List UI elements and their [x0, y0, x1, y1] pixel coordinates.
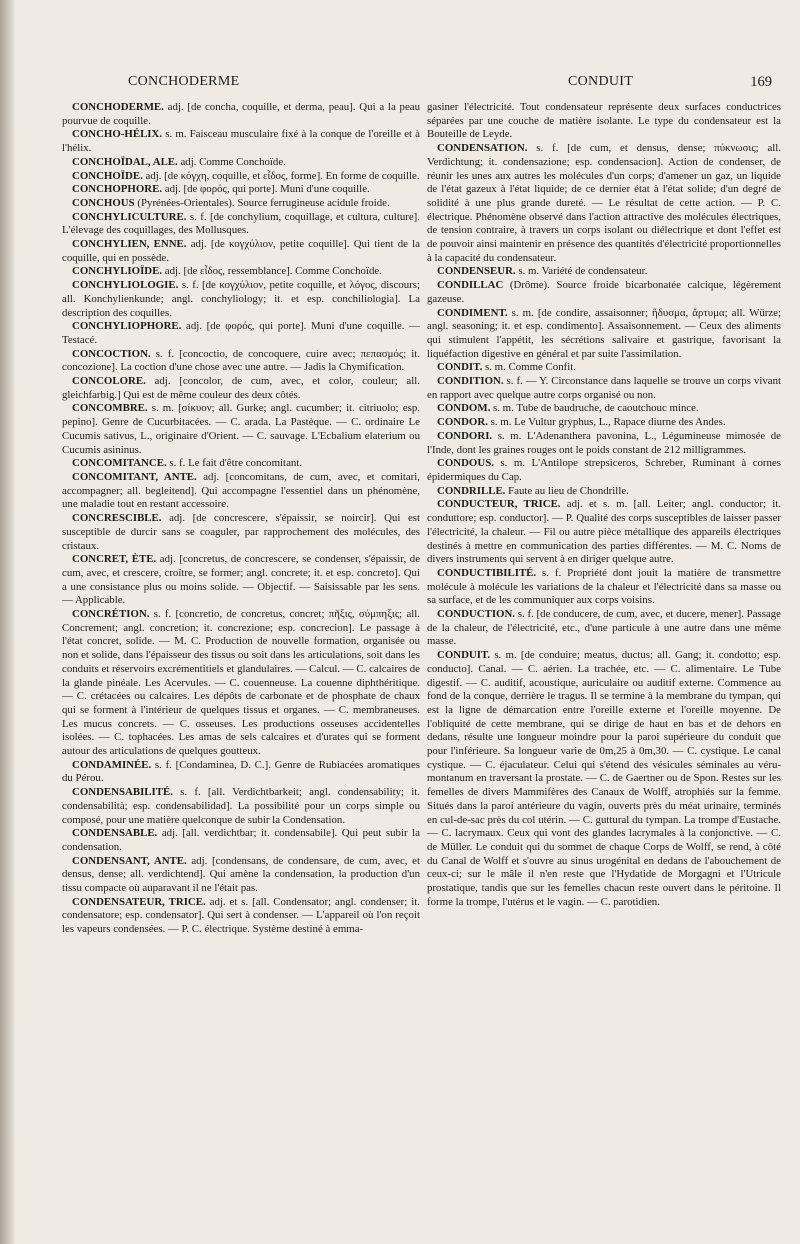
entry-headword: CONCRÉTION. — [72, 608, 150, 621]
dictionary-entry — [62, 471, 420, 512]
dictionary-entry — [62, 375, 420, 402]
entry-definition: (Drôme). Source froide bicarbonatée calcique, légèrement gazeuse. — [427, 279, 781, 305]
entry-headword: CONDILLAC — [437, 279, 504, 292]
entry-definition: s. m. Faisceau musculaire fixé à la conque de l'oreille et à l'hélix. — [62, 128, 420, 155]
dictionary-entry — [427, 457, 781, 484]
entry-definition: s. m. Tube de baudruche, de caoutchouc mince. — [490, 402, 699, 415]
dictionary-entry — [62, 786, 420, 827]
entry-headword: CONCOLORE. — [72, 375, 146, 388]
dictionary-entry — [62, 348, 420, 375]
dictionary-entry — [427, 101, 781, 142]
entry-definition: s. f. Propriété dont jouit la matière de transmettre molécule à molécule les variations de la chaleur et l'électricité dans sa masse ou sa surface, et de les communiquer aux corps voisins. — [427, 566, 781, 607]
dictionary-entry — [62, 197, 420, 211]
entry-headword: CONCRESCIBLE. — [72, 512, 162, 525]
dictionary-entry — [427, 608, 781, 649]
dictionary-entry — [62, 827, 420, 854]
entry-definition: s. f. [de conducere, de cum, avec, et ducere, mener]. Passage de la chaleur, de l'électricité, etc., d'une particule à une autre dans une même masse. — [427, 608, 781, 648]
page-number: 169 — [750, 74, 772, 90]
entry-definition: s. f. [de conchylium, coquillage, et cultura, culture]. L'élevage des coquillages, des Mollusques. — [62, 210, 420, 237]
entry-headword: CONCHYLICULTURE. — [72, 210, 187, 223]
dictionary-entry — [427, 567, 781, 608]
entry-headword: CONCHOÏDAL, ALE. — [72, 155, 178, 168]
dictionary-entry — [62, 553, 420, 608]
entry-headword: CONDUIT. — [437, 649, 491, 662]
entry-definition: s. f. [concretio, de concretus, concret; πῆξις, σύμπηξις; all. Concrement; angl. concretion; it. concrezione; esp. concrecion]. Le passage à l'état concret, solide. — M. C. Production de nouvelle formation, organisée ou non et solide, dans l'épaisseur des tissus ou soit dans les articulations, soit dans les conduits et réservoirs excrémentitiels et glandulaires. — Calcul. — C. calcaires de la glande pinéale. Les Acervules. — C. couenneuse. La couenne diphthéritique. — C. crétacées ou calcaires. Les dépôts de carbonate et de phosphate de chaux qui se forment à l'intérieur de quelques tissus et organes. — C. membraneuses. Les mucus concrets. — C. osseuses. Les productions osseuses accidentelles isolées. — C. tophacées. Les amas de sels calcaires et d'urates qui se forment autour des articulations de quelques goutteux. — [62, 608, 420, 758]
entry-headword: CONDENSEUR. — [437, 265, 516, 278]
dictionary-entry — [62, 211, 420, 238]
entry-headword: CONCHYLIOPHORE. — [72, 320, 182, 333]
entry-definition: adj. [concolor, de cum, avec, et color, couleur; all. gleichfarbig.] Qui est de même couleur des deux côtés. — [62, 375, 420, 401]
entry-headword: CONDAMINÉE. — [72, 758, 152, 771]
dictionary-entry — [427, 361, 781, 375]
dictionary-entry — [62, 183, 420, 197]
entry-headword: CONDENSABILITÉ. — [72, 786, 173, 799]
dictionary-entry — [62, 855, 420, 896]
entry-headword: CONDOR. — [437, 416, 488, 429]
dictionary-entry — [62, 608, 420, 759]
dictionary-entry — [427, 649, 781, 909]
dictionary-entry — [62, 279, 420, 320]
dictionary-entry — [62, 402, 420, 457]
entry-definition: adj. Comme Conchoïde. — [177, 155, 286, 168]
entry-headword: CONCOMITANCE. — [72, 457, 167, 470]
entry-headword: CONDOM. — [437, 402, 491, 415]
entry-definition: s. m. Comme Confit. — [482, 361, 576, 374]
dictionary-entry — [62, 457, 420, 471]
right-column — [427, 101, 781, 909]
dictionary-entry — [427, 307, 781, 362]
dictionary-entry — [427, 375, 781, 402]
dictionary-entry — [427, 279, 781, 306]
entry-headword: CONDOUS. — [437, 457, 494, 470]
entry-definition: s. f. [concoctio, de concoquere, cuire avec; πεπασμός; it. concozione]. La coction d'une chose avec une autre. — Jadis la Chymification. — [62, 347, 420, 374]
right-running-head: CONDUIT — [568, 74, 634, 89]
entry-headword: CONCHYLIEN, ENNE. — [72, 238, 187, 251]
entry-headword: CONDUCTEUR, TRICE. — [437, 498, 561, 511]
entry-definition: adj. [de κόγχη, coquille, et εἶδος, forme]. En forme de coquille. — [142, 169, 420, 182]
entry-headword: CONCHO-HÉLIX. — [72, 128, 163, 141]
entry-definition: s. f. [de κογχύλιον, petite coquille, et λόγος, discours; all. Konchylienkunde; angl. conchyliology; it. et esp. conchiliologia]. La description des coquilles. — [62, 279, 420, 319]
entry-definition: adj. [de concrescere, s'épaissir, se noircir]. Qui est susceptible de durcir sans se coaguler, par rapprochement des molécules, des cristaux. — [62, 512, 420, 552]
entry-definition: adj. [concretus, de concrescere, se condenser, s'épaissir, de cum, avec, et crescere, croître, se former; angl. concrete; it. et esp. concreto]. Qui a une consistance plus ou moins solide. — Objectif. — Saisissable par les sens. — Applicable. — [62, 553, 421, 607]
entry-definition: adj. [de κογχύλιον, petite coquille]. Qui tient de la coquille, qui en possède. — [62, 238, 420, 264]
entry-definition: s. f. [Condaminea, D. C.]. Genre de Rubiacées aromatiques du Pérou. — [62, 758, 420, 785]
entry-definition: s. m. [de condire, assaisonner; ἥδυσμα, ἄρτυμα; all. Würze; angl. seasoning; it. et esp. condimento]. Assaisonnement. — Ceux des aliments qui stimulent l'appétit, les sécrétions salivaire et gastrique, favorisant la liquéfaction digestive en général et par suite l'assimilation. — [427, 306, 781, 360]
entry-definition: adj. [de φορός, qui porte]. Muni d'une coquille. — Testacé. — [62, 320, 420, 346]
entry-headword: CONCHOÏDE. — [72, 169, 143, 182]
entry-headword: CONCHYLIOLOGIE. — [72, 279, 179, 292]
running-header — [40, 74, 772, 94]
dictionary-entry — [62, 320, 420, 347]
left-running-head: CONCHODERME — [128, 74, 240, 89]
dictionary-entry — [62, 265, 420, 279]
dictionary-entry — [427, 142, 781, 265]
entry-definition: s. m. Variété de condensateur. — [515, 265, 648, 278]
entry-definition: adj. [de εἶδος, ressemblance]. Comme Conchoïde. — [162, 265, 382, 278]
dictionary-entry — [427, 498, 781, 567]
entry-headword: CONDENSABLE. — [72, 827, 158, 840]
entry-headword: CONDENSATION. — [437, 142, 528, 155]
dictionary-entry — [62, 238, 420, 265]
dictionary-entry — [427, 402, 781, 416]
dictionary-entry — [427, 265, 781, 279]
entry-headword: CONCRET, ÈTE. — [72, 553, 157, 566]
dictionary-entry — [427, 416, 781, 430]
entry-definition: adj. [de φορός, qui porte]. Muni d'une coquille. — [162, 183, 370, 196]
entry-definition: s. m. L'Antilope strepsiceros, Schreber, Ruminant à cornes épidermiques du Cap. — [427, 457, 781, 483]
dictionary-entry — [62, 896, 420, 937]
entry-headword: CONDITION. — [437, 375, 504, 388]
page-binding-shadow — [0, 0, 16, 1244]
entry-headword: CONDENSATEUR, TRICE. — [72, 895, 206, 908]
entry-headword: CONDORI. — [437, 429, 493, 442]
entry-definition: Faute au lieu de Chondrille. — [505, 484, 629, 497]
entry-definition: adj. [de concha, coquille, et derma, peau]. Qui a la peau pourvue de coquille. — [62, 101, 420, 127]
entry-headword: CONDUCTIBILITÉ. — [437, 566, 537, 579]
dictionary-entry — [62, 156, 420, 170]
entry-headword: CONDIT. — [437, 361, 483, 374]
entry-headword: CONCOMITANT, ANTE. — [72, 470, 197, 483]
entry-headword: CONDRILLE. — [437, 484, 506, 497]
left-column — [62, 101, 420, 937]
entry-definition: (Pyrénées-Orientales). Source ferrugineuse acidule froide. — [134, 196, 390, 209]
entry-headword: CONDIMENT. — [437, 306, 508, 319]
entry-headword: CONCOMBRE. — [72, 402, 148, 415]
entry-definition: adj. [all. verdichtbar; it. condensabile]. Qui peut subir la condensation. — [62, 827, 420, 853]
entry-definition: s. m. Le Vultur gryphus, L., Rapace diurne des Andes. — [487, 416, 726, 429]
dictionary-entry — [62, 759, 420, 786]
dictionary-entry — [427, 430, 781, 457]
dictionary-entry — [62, 512, 420, 553]
entry-definition: adj. et s. [all. Condensator; angl. condenser; it. condensatore; esp. condensator]. Qui sert à condenser. — L'appareil où l'on reçoit les vapeurs condensées. — P. C. électrique. Système destiné à emma- — [62, 895, 420, 936]
dictionary-entry — [62, 101, 420, 128]
entry-headword: CONCHYLIOÏDE. — [72, 265, 163, 278]
entry-headword: CONCOCTION. — [72, 347, 151, 360]
entry-definition: s. f. [all. Verdichtbarkeit; angl. condensability; it. condensabilità; esp. condensabilidad]. La possibilité pour un corps simple ou composé, pour une matière quelconque de subir la Condensation. — [62, 786, 420, 826]
entry-definition: s. m. [de conduire; meatus, ductus; all. Gang; it. condotto; esp. conducto]. Canal. — C. aérien. La trachée, etc. — C. alimentaire. Le Tube digestif. — C. auditif, acoustique, auriculaire ou auditif externe. Commence au fond de la conque, derrière le tragus. Il se termine à la membrane du tympan, qui est la ligne de démarcation entre l'oreille externe et l'oreille moyenne. De l'obliquité de cette membrane, qui se dirige de haut en bas et de dehors en dedans, résulte une longueur moindre pour la paroi supérieure du conduit que pour l'inférieure. Sa longueur varie de 0m,25 à 0m,30. — C. cystique. Le canal cystique. — C. éjaculateur. Celui qui s'étend des vésicules séminales au véru-montanum en traversant la prostate. — C. de Gaertner ou de Spon. Restes sur les femelles de divers Mammifères des Canaux de Wolff, atrophiés sur la femme. Situés dans la paroi antérieure du vagin, ouverts près du méat urinaire, terminés en cul-de-sac près du col utérin. — C. guttural du tympan. La trompe d'Eustache. — C. lacrymaux. Ceux qui vont des glandes lacrymales à la conjonctive. — C. de Müller. Le conduit qui du sommet de chaque Corps de Wolff, se rend, à côté du Canal de Wolff et s'ouvre au sinus urogénital en dedans de l'abouchement de ceux-ci; sur le mâle il n'en reste que l'Hydatide de Morgagni et l'Utricule prostatique, tandis que sur les femelles chacun reste ouvert dans le péritoine. Il forme la trompe, l'utérus et le vagin. — C. parotidien. — [427, 649, 781, 908]
entry-definition: s. m. [σίκυον; all. Gurke; angl. cucumber; it. citriuolo; esp. pepino]. Genre de Cucurbitacées. — C. arada. La Pastèque. — C. ordinaire Le Cucumis sativus, L., originaire d'Orient. — C. sauvage. L'Ecbalium elaterium ou Cucumis asininus. — [62, 402, 420, 456]
entry-headword: CONDENSANT, ANTE. — [72, 854, 187, 867]
dictionary-entry — [62, 170, 420, 184]
entry-definition: gasiner l'électricité. Tout condensateur représente deux surfaces conductrices séparées par une couche de matière isolante. Le type du condensateur est la Bouteille de Leyde. — [427, 101, 781, 141]
entry-definition: s. m. L'Adenanthera pavonina, L., Légumineuse mimosée de l'Inde, dont les graines rouges ont le poids constant de 212 milligrammes. — [427, 429, 781, 456]
entry-definition: adj. et s. m. [all. Leiter; angl. conductor; it. conduttore; esp. conductor]. — P. Qualité des corps susceptibles de laisser passer l'électricité, la chaleur. — Fil ou autre pièce métallique des appareils électriques destinés à mettre en communication des parties différentes. — M. C. Noms de divers instruments qui servent à en diriger quelque autre. — [427, 498, 781, 566]
entry-headword: CONCHOUS — [72, 196, 135, 209]
entry-definition: s. f. [de cum, et densus, dense; πύκνωσις; all. Verdichtung; it. condensazione; esp. condensacion]. Action de condenser, de réunir les unes aux autres les molécules d'un corps; d'amener un gaz, un liquide de l'état gazeux à l'état liquide; de ce dernier état à l'état solide; d'un degré de solidité à une plus grande dureté. — Le résultat de cette action. — P. C. électrique. Phénomène observé dans l'action attractive des molécules électriques, de tension contraire, à travers un corps isolant ou diélectrique et dont l'effet est de pouvoir ainsi maintenir en présence des quantités d'électricité proportionnelles à la capacité du condensateur. — [427, 142, 781, 264]
entry-headword: CONCHOPHORE. — [72, 183, 163, 196]
entry-definition: s. f. Le fait d'être concomitant. — [166, 457, 303, 470]
entry-headword: CONCHODERME. — [72, 101, 164, 113]
dictionary-entry — [427, 485, 781, 499]
entry-definition: adj. [condensans, de condensare, de cum, avec, et densus, dense; all. verdichtend]. Qui amène la condensation, la production d'un tissu compacte où auparavant il ne l'était pas. — [62, 854, 421, 895]
entry-definition: s. f. — Y. Circonstance dans laquelle se trouve un corps vivant en rapport avec quelque autre corps organisé ou non. — [427, 375, 781, 401]
entry-headword: CONDUCTION. — [437, 608, 516, 621]
entry-definition: adj. [concomitans, de cum, avec, et comitari, accompagner; all. begleitend]. Qui accompagne l'essentiel dans un phénomène, une maladie tout en restant accessoire. — [62, 470, 421, 511]
dictionary-entry — [62, 128, 420, 155]
